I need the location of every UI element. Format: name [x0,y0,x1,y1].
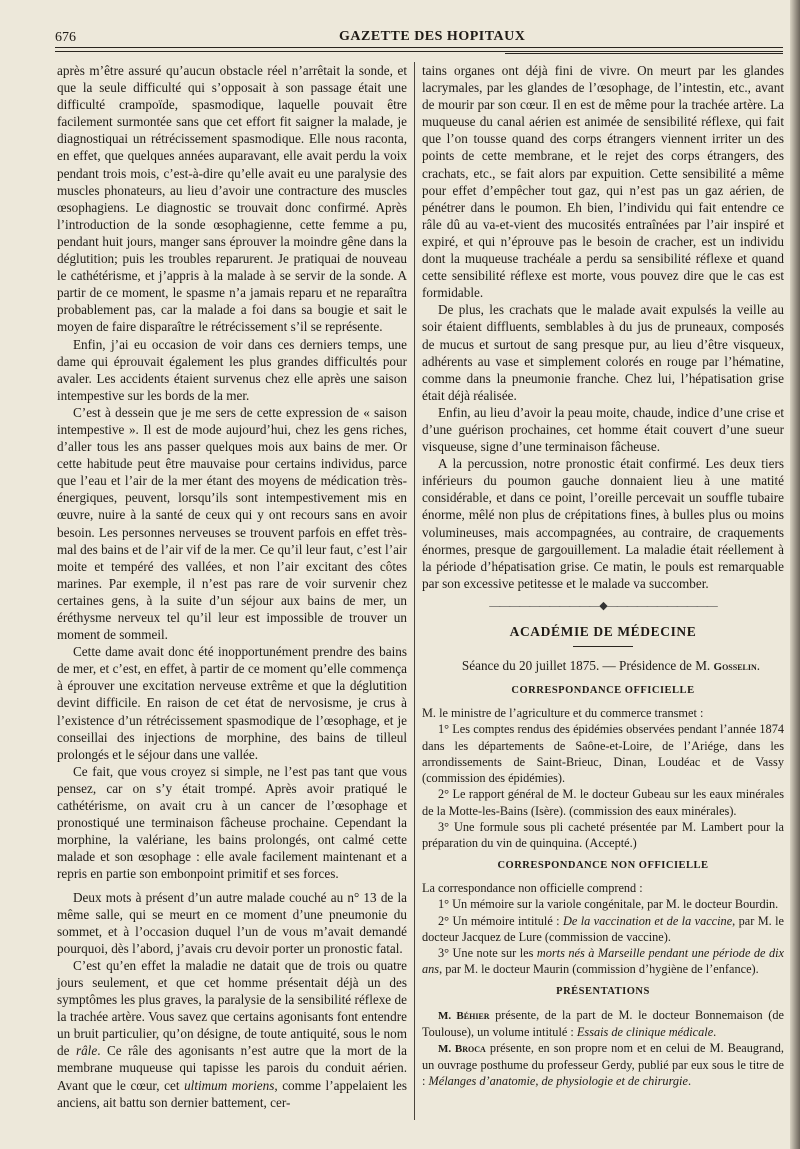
subsection-title: PRÉSENTATIONS [556,986,650,998]
column-divider [414,62,415,1120]
text-run: , par M. le docteur Maurin (commission d’hygiène de l’enfance). [439,962,759,977]
italic-title: De la vaccination et de la vaccine [562,913,733,928]
list-item: 1° Les comptes rendus des épidémies observées pendant l’année 1874 dans les départements de Saône-et-Loire, de l’Ariége, dans les arrondissements de Saint-Brieuc, Dinan, Loudéac et de Vassy (commission des épidémies). [422,722,784,786]
text-run: . [713,1024,717,1039]
text-run: présente, de la part de M. le docteur Bonnemaison (de Toulouse), un volume intitulé : [422,1007,784,1039]
paragraph: De plus, les crachats que le malade avait expulsés la veille au soir étaient diffluents, semblables à du jus de pruneaux, composés de mucus et surtout de sang presque pur, au lieu d’être visqueux, adhérents au vase et simplement colorés en rouge par l’hématine, comme dans la pneumonie franche. Chez lui, l’hépatisation grise était déjà réalisée. [422,302,784,403]
list-item [422,945,784,977]
italic-title: Essais de clinique médicale [576,1024,714,1039]
paragraph: C’est à dessein que je me sers de cette expression de « saison intempestive ». Il est de mode aujourd’hui, chez les gens riches, d’aller tous les ans passer quelques mois aux bains de mer. Or cette habitude peut être mauvaise pour certains individus, parce que l’eau et l’air de la mer étant des moyens de médication très-énergiques, peuvent, lorsqu’ils sont intempestivement mis en œuvre, nuire à la santé de ceux qui y ont recours sans en avoir besoin. Les personnes nerveuses se trouvent parfois en effet très-mal des bains et de l’air vif de la mer. Ce qu’il leur faut, c’est l’air moite et tempéré des vallées, et non l’air excitant des côtes marines. Par exemple, il n’est pas rare de voir survenir chez certaines gens, à la suite d’un séjour aux bains de mer, un éréthysme nerveux tel qu’il leur est impossible de trouver un moment de sommeil. [57,404,407,643]
paragraph [57,957,407,1111]
list-item [422,913,784,945]
paragraph: Enfin, j’ai eu occasion de voir dans ces derniers temps, une dame qui éprouvait également les plus grandes difficultés pour avaler. Les accidents étaient survenus chez elle après une saison intempestive sur les bords de la mer. [57,336,407,403]
page-number: 676 [55,30,76,45]
paragraph: A la percussion, notre pronostic était confirmé. Les deux tiers inférieurs du poumon gauche donnaient lieu à une matité considérable, et dans ce point, l’oreille percevait un souffle tubaire énorme, mêlé non plus de crépitations fines, à bulles plus ou moins volumineuses, mais accompagnées, au contraire, de craquements énormes, presque de gargouillement. La maladie était réellement à la période d’hépatisation grise. Ce matin, le pouls est remarquable par son excessive petitesse et le malade va succomber. [422,456,784,591]
paragraph: Enfin, au lieu d’avoir la peau moite, chaude, indice d’une crise et d’une guérison prochaines, cet homme était couvert d’une sueur visqueuse, signe d’une terminaison fâcheuse. [422,404,784,455]
presenter-name: M. Béhier [438,1009,490,1022]
title-underline [573,646,633,647]
header-rule [55,47,783,52]
right-column [422,62,784,1090]
president-name: Gosselin [713,661,757,674]
session-line: Séance du 20 juillet 1875. — Présidence de M. Gosselin. [461,658,761,674]
running-title: GAZETTE DES HOPITAUX [339,29,526,44]
section-separator-ornament: ———————————◆——————————— [489,599,717,612]
header-rule-short [505,53,783,56]
text-run: . Ce râle des agonisants n’est autre que la mort de la membrane muqueuse qui tapisse les parois du conduit aérien. Avant que le cœur, cet [57,1043,407,1093]
page-header [55,26,785,48]
text-run: C’est qu’en effet la maladie ne datait que de trois ou quatre jours seulement, et que cet homme présentait déjà un des symptômes les plus graves, la paralysie de la sensibilité réflexe de la trachée artère. Vous savez que certains agonisants font entendre un bruit particulier, qu’on désigne, de toute antiquité, sous le nom de [57,957,407,1059]
subsection-title: CORRESPONDANCE OFFICIELLE [511,685,695,697]
italic-term: râle [75,1043,98,1059]
text-run: 3° Une note sur les [438,946,537,961]
italic-title: Mélanges d’anatomie, de physiologie et de chirurgie [428,1074,688,1089]
text-run: 2° Un mémoire intitulé : [438,913,563,928]
list-item: 2° Le rapport général de M. le docteur Gubeau sur les eaux minérales de la Motte-les-Bains (Isère). (commission des eaux minérales). [422,787,784,818]
text-run: , par M. le docteur Jacquez de Lure (commission de vaccine). [422,913,784,944]
paragraph: tains organes ont déjà fini de vivre. On meurt par les glandes lacrymales, par les glandes de l’œsophage, de l’intestin, etc., avant de mourir par son cœur. Il en est de même pour la trachée artère. La muqueuse du canal aérien est animée de sensibilité réflexe, qui fait que l’on tousse quand des corps étrangers viennent irriter un des points de cette membrane, et le rejet des corps étrangers, des crachats, etc., se fait alors par expuition. Cette sensibilité a même pour effet d’empêcher tout gaz, qui n’est pas un gaz aérien, de pénétrer dans le poumon. Eh bien, l’individu qui fait entendre ce râle dû au va-et-vient des mucosités entraînées par l’air inspiré et expiré, et qui n’éprouve pas le besoin de cracher, est un individu dont la muqueuse trachéale a perdu sa sensibilité réflexe et quand cette sensibilité réflexe est morte, vous pouvez dire que le cas est formidable. [422,63,784,301]
section-title: ACADÉMIE DE MÉDECINE [509,624,697,639]
paragraph: Deux mots à présent d’un autre malade couché au n° 13 de la même salle, qui se meurt en ce moment d’une pneumonie du sommet, et à l’occasion duquel l’un de vous m’avait demandé pourquoi, dès l’abord, j’avais cru devoir porter un pronostic fatal. [57,889,407,956]
paragraph: après m’être assuré qu’aucun obstacle réel n’arrêtait la sonde, et que la seule difficulté qui s’opposait à son passage était une difficulté crampoïde, spasmodique, laquelle pouvait être facilement surmontée sans que cet effort fit saigner la malade, je diagnostiquai un rétrécissement spasmodique. Elle nous raconta, en effet, que quelques années auparavant, elle avait perdu la voix pendant trois mois, c’est-à-dire qu’elle avait eu une paralysie des muscles phonateurs, au lieu d’avoir une contracture des muscles œsophagiens. Le diagnostic se trouvait donc confirmé. Après l’introduction de la sonde œsophagienne, cette femme a pu, pendant huit jours, manger sans éprouver la moindre gêne dans la déglutition; puis les troubles reparurent. Je pratiquai de nouveau le cathétérisme, et j’appris à la malade à se servir de la sonde. A partir de ce moment, le spasme n’a jamais reparu et ne reparaîtra probablement pas, car la malade a foi dans sa bougie et sait le moyen de faire disparaître le rétrécissement s’il se représente. [57,63,407,335]
paragraph: M. le ministre de l’agriculture et du commerce transmet : [422,706,704,721]
list-item [422,1040,784,1090]
italic-term: ultimum moriens [184,1077,275,1093]
page-edge-shadow [790,0,800,1149]
paragraph: Cette dame avait donc été inopportunément prendre des bains de mer, et c’est, en effet, à partir de ce moment qu’elle commença à éprouver une excitation nerveuse extrême et que la déglutition devint difficile. En raison de cet état de nervosisme, je crus à l’existence d’un rétrécissement spasmodique de l’œsophage, et je conseillai des injections de morphine, des bains de tilleul prolongés et le séjour dans une vallée. [57,644,407,762]
paragraph: La correspondance non officielle comprend : [422,881,643,896]
text-run: . [687,1074,692,1089]
text-run: , comme l’appelaient les anciens, ait battu son dernier battement, cer- [57,1077,407,1110]
list-item: 3° Une formule sous pli cacheté présentée par M. Lambert pour la préparation du vin de quinquina. (Accepté.) [422,819,784,850]
session-text: Séance du 20 juillet 1875. — Présidence de M. [461,658,714,674]
list-item [422,1007,784,1040]
italic-title: morts nés à Marseille pendant une période de dix ans [422,946,784,977]
left-column [57,62,407,1111]
list-item: 1° Un mémoire sur la variole congénitale, par M. le docteur Bourdin. [438,897,779,912]
paragraph: Ce fait, que vous croyez si simple, ne l’est pas tant que vous pensez, car on s’y était trompé. Après avoir pratiqué le cathétérisme, on avait cru à un cancer de l’œsophage et pronostiqué une terminaison fâcheuse prochaine. Cependant la morphine, la valériane, les bains prolongés, ont calmé cette malade et son œsophage : elle avale facilement maintenant et a repris en partie son embonpoint primitif et ses forces. [57,763,407,882]
presenter-name: M. Broca [438,1042,486,1055]
subsection-title: CORRESPONDANCE NON OFFICIELLE [497,860,709,872]
text-run: présente, en son propre nom et en celui de M. Beaugrand, un ouvrage posthume du professeur Gerdy, publié par eux sous le titre de : [422,1040,784,1089]
